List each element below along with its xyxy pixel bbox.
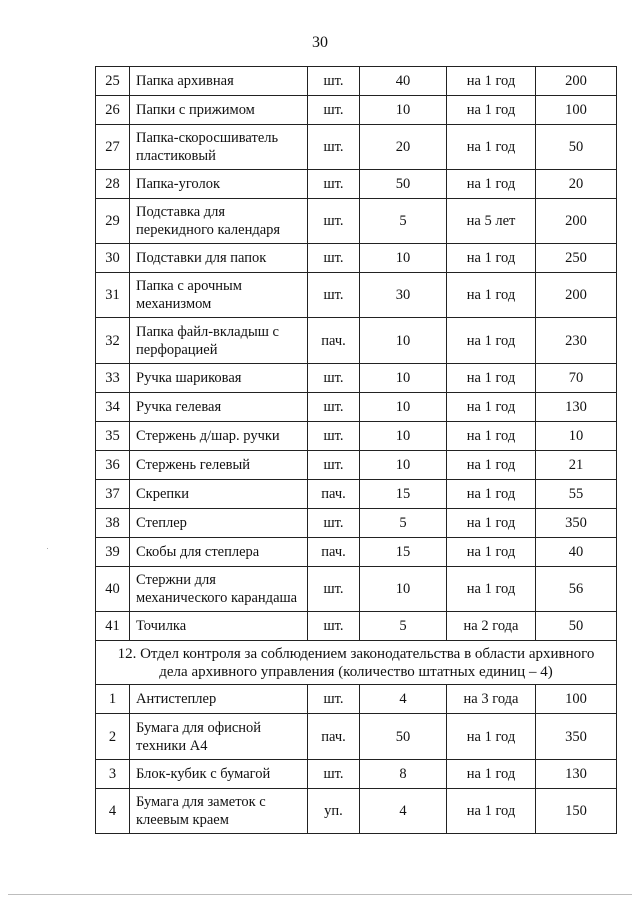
table-row bbox=[96, 125, 617, 170]
table-row bbox=[96, 480, 617, 509]
scan-artifact bbox=[47, 548, 48, 549]
quantity: 40 bbox=[360, 67, 447, 96]
table-row bbox=[96, 273, 617, 318]
price: 250 bbox=[536, 244, 617, 273]
item-name: Скрепки bbox=[130, 480, 308, 509]
item-name: Бумага для заметок с клеевым краем bbox=[130, 789, 308, 834]
unit-of-measure: шт. bbox=[308, 451, 360, 480]
unit-of-measure: шт. bbox=[308, 364, 360, 393]
unit-of-measure: шт. bbox=[308, 199, 360, 244]
item-name: Папка с арочным механизмом bbox=[130, 273, 308, 318]
table-body-section-heading bbox=[96, 641, 617, 685]
price: 50 bbox=[536, 612, 617, 641]
usage-term: на 1 год bbox=[447, 567, 536, 612]
row-number: 39 bbox=[96, 538, 130, 567]
table-row bbox=[96, 244, 617, 273]
usage-term: на 1 год bbox=[447, 244, 536, 273]
supplies-table bbox=[95, 66, 617, 834]
row-number: 37 bbox=[96, 480, 130, 509]
item-name: Ручка шариковая bbox=[130, 364, 308, 393]
unit-of-measure: шт. bbox=[308, 760, 360, 789]
unit-of-measure: шт. bbox=[308, 125, 360, 170]
item-name: Стержень д/шар. ручки bbox=[130, 422, 308, 451]
table-row bbox=[96, 509, 617, 538]
usage-term: на 5 лет bbox=[447, 199, 536, 244]
table-row bbox=[96, 567, 617, 612]
row-number: 36 bbox=[96, 451, 130, 480]
quantity: 10 bbox=[360, 96, 447, 125]
price: 40 bbox=[536, 538, 617, 567]
usage-term: на 1 год bbox=[447, 67, 536, 96]
item-name: Антистеплер bbox=[130, 685, 308, 714]
section-heading: 12. Отдел контроля за соблюдением законодательства в области архивного дела архивного управления (количество штатных единиц – 4) bbox=[96, 641, 617, 685]
item-name: Бумага для офисной техники А4 bbox=[130, 714, 308, 760]
table-row bbox=[96, 538, 617, 567]
table-body-section-12 bbox=[96, 685, 617, 834]
quantity: 10 bbox=[360, 567, 447, 612]
row-number: 33 bbox=[96, 364, 130, 393]
table-row bbox=[96, 199, 617, 244]
row-number: 30 bbox=[96, 244, 130, 273]
item-name: Блок-кубик с бумагой bbox=[130, 760, 308, 789]
usage-term: на 1 год bbox=[447, 760, 536, 789]
row-number: 38 bbox=[96, 509, 130, 538]
item-name: Стержень гелевый bbox=[130, 451, 308, 480]
quantity: 10 bbox=[360, 393, 447, 422]
row-number: 4 bbox=[96, 789, 130, 834]
item-name: Подставки для папок bbox=[130, 244, 308, 273]
usage-term: на 1 год bbox=[447, 364, 536, 393]
price: 200 bbox=[536, 67, 617, 96]
quantity: 5 bbox=[360, 612, 447, 641]
row-number: 28 bbox=[96, 170, 130, 199]
quantity: 8 bbox=[360, 760, 447, 789]
price: 230 bbox=[536, 318, 617, 364]
item-name: Папки с прижимом bbox=[130, 96, 308, 125]
unit-of-measure: пач. bbox=[308, 318, 360, 364]
unit-of-measure: шт. bbox=[308, 612, 360, 641]
table-row bbox=[96, 393, 617, 422]
item-name: Папка архивная bbox=[130, 67, 308, 96]
price: 150 bbox=[536, 789, 617, 834]
table-row bbox=[96, 451, 617, 480]
quantity: 10 bbox=[360, 422, 447, 451]
table-row bbox=[96, 789, 617, 834]
usage-term: на 1 год bbox=[447, 170, 536, 199]
row-number: 34 bbox=[96, 393, 130, 422]
price: 130 bbox=[536, 760, 617, 789]
usage-term: на 1 год bbox=[447, 480, 536, 509]
page-number: 30 bbox=[312, 34, 328, 51]
item-name: Точилка bbox=[130, 612, 308, 641]
usage-term: на 3 года bbox=[447, 685, 536, 714]
price: 70 bbox=[536, 364, 617, 393]
price: 200 bbox=[536, 273, 617, 318]
usage-term: на 1 год bbox=[447, 318, 536, 364]
price: 10 bbox=[536, 422, 617, 451]
table-row bbox=[96, 714, 617, 760]
row-number: 25 bbox=[96, 67, 130, 96]
unit-of-measure: шт. bbox=[308, 567, 360, 612]
usage-term: на 1 год bbox=[447, 509, 536, 538]
table-body-section-11 bbox=[96, 67, 617, 641]
usage-term: на 1 год bbox=[447, 125, 536, 170]
table-row bbox=[96, 170, 617, 199]
quantity: 10 bbox=[360, 451, 447, 480]
quantity: 20 bbox=[360, 125, 447, 170]
usage-term: на 1 год bbox=[447, 273, 536, 318]
quantity: 10 bbox=[360, 318, 447, 364]
unit-of-measure: пач. bbox=[308, 538, 360, 567]
quantity: 4 bbox=[360, 685, 447, 714]
row-number: 3 bbox=[96, 760, 130, 789]
item-name: Папка-уголок bbox=[130, 170, 308, 199]
quantity: 5 bbox=[360, 199, 447, 244]
price: 100 bbox=[536, 685, 617, 714]
item-name: Скобы для степлера bbox=[130, 538, 308, 567]
unit-of-measure: шт. bbox=[308, 509, 360, 538]
usage-term: на 1 год bbox=[447, 789, 536, 834]
row-number: 31 bbox=[96, 273, 130, 318]
unit-of-measure: шт. bbox=[308, 685, 360, 714]
table-row bbox=[96, 364, 617, 393]
unit-of-measure: шт. bbox=[308, 244, 360, 273]
unit-of-measure: пач. bbox=[308, 480, 360, 509]
row-number: 26 bbox=[96, 96, 130, 125]
quantity: 10 bbox=[360, 364, 447, 393]
usage-term: на 1 год bbox=[447, 538, 536, 567]
row-number: 29 bbox=[96, 199, 130, 244]
price: 350 bbox=[536, 509, 617, 538]
item-name: Ручка гелевая bbox=[130, 393, 308, 422]
usage-term: на 1 год bbox=[447, 451, 536, 480]
usage-term: на 1 год bbox=[447, 714, 536, 760]
item-name: Папка файл-вкладыш с перфорацией bbox=[130, 318, 308, 364]
price: 350 bbox=[536, 714, 617, 760]
quantity: 15 bbox=[360, 538, 447, 567]
table-row bbox=[96, 422, 617, 451]
price: 20 bbox=[536, 170, 617, 199]
item-name: Подставка для перекидного календаря bbox=[130, 199, 308, 244]
row-number: 2 bbox=[96, 714, 130, 760]
price: 200 bbox=[536, 199, 617, 244]
price: 56 bbox=[536, 567, 617, 612]
row-number: 40 bbox=[96, 567, 130, 612]
usage-term: на 1 год bbox=[447, 393, 536, 422]
price: 100 bbox=[536, 96, 617, 125]
table-row bbox=[96, 96, 617, 125]
quantity: 50 bbox=[360, 170, 447, 199]
quantity: 5 bbox=[360, 509, 447, 538]
item-name: Степлер bbox=[130, 509, 308, 538]
quantity: 50 bbox=[360, 714, 447, 760]
table-row bbox=[96, 67, 617, 96]
section-heading-row bbox=[96, 641, 617, 685]
price: 50 bbox=[536, 125, 617, 170]
unit-of-measure: шт. bbox=[308, 67, 360, 96]
item-name: Стержни для механического карандаша bbox=[130, 567, 308, 612]
quantity: 15 bbox=[360, 480, 447, 509]
table-row bbox=[96, 685, 617, 714]
table-row bbox=[96, 612, 617, 641]
usage-term: на 2 года bbox=[447, 612, 536, 641]
row-number: 27 bbox=[96, 125, 130, 170]
table-row bbox=[96, 760, 617, 789]
unit-of-measure: шт. bbox=[308, 170, 360, 199]
page-bottom-rule bbox=[8, 894, 632, 895]
quantity: 4 bbox=[360, 789, 447, 834]
usage-term: на 1 год bbox=[447, 96, 536, 125]
price: 130 bbox=[536, 393, 617, 422]
unit-of-measure: шт. bbox=[308, 422, 360, 451]
unit-of-measure: пач. bbox=[308, 714, 360, 760]
unit-of-measure: шт. bbox=[308, 96, 360, 125]
unit-of-measure: уп. bbox=[308, 789, 360, 834]
unit-of-measure: шт. bbox=[308, 273, 360, 318]
row-number: 1 bbox=[96, 685, 130, 714]
usage-term: на 1 год bbox=[447, 422, 536, 451]
row-number: 35 bbox=[96, 422, 130, 451]
table-row bbox=[96, 318, 617, 364]
quantity: 30 bbox=[360, 273, 447, 318]
quantity: 10 bbox=[360, 244, 447, 273]
price: 55 bbox=[536, 480, 617, 509]
item-name: Папка-скоросшиватель пластиковый bbox=[130, 125, 308, 170]
unit-of-measure: шт. bbox=[308, 393, 360, 422]
price: 21 bbox=[536, 451, 617, 480]
row-number: 41 bbox=[96, 612, 130, 641]
row-number: 32 bbox=[96, 318, 130, 364]
